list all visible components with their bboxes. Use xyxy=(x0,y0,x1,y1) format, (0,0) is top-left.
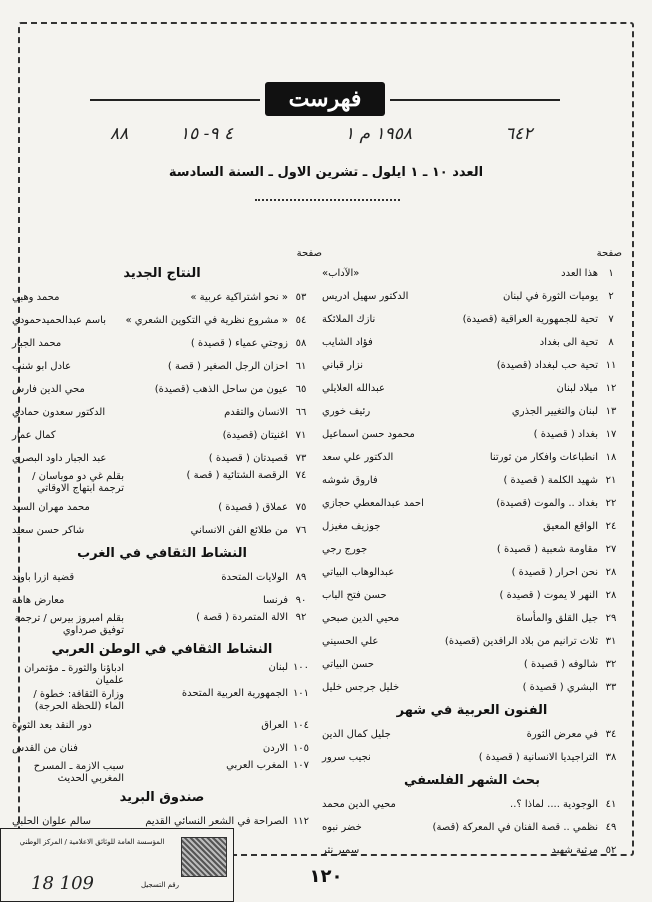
entry-author: فؤاد الشايب xyxy=(322,337,373,348)
entry-page: ٢٧ xyxy=(605,544,617,555)
entry-page: ٧ xyxy=(608,314,614,325)
entry-author: خليل جرجس خليل xyxy=(322,682,400,693)
toc-entry[interactable] xyxy=(322,816,622,839)
entry-page: ١٠٥ xyxy=(292,743,310,754)
toc-entry[interactable] xyxy=(322,607,622,630)
toc-entry[interactable] xyxy=(322,630,622,653)
entry-author: نزار قباني xyxy=(322,360,364,371)
title-rule-right xyxy=(390,99,560,101)
section-heading: صندوق البريد xyxy=(119,790,205,805)
entry-title: ثلاث ترانيم من بلاد الرافدين (قصيدة) xyxy=(444,636,598,647)
entry-author: سبب الازمة ـ المسرح المغربي الحديث xyxy=(33,761,124,784)
entry-page: ٦١ xyxy=(295,361,307,372)
entry-page: ١٢ xyxy=(605,383,617,394)
entry-author: علي الحسيني xyxy=(322,636,379,647)
entry-author: خضر نبوه xyxy=(322,822,362,833)
entry-title: الوجودية .... لماذا ؟.. xyxy=(510,799,598,810)
entry-page: ٢٨ xyxy=(605,590,617,601)
entry-author: نجيب سرور xyxy=(322,752,371,763)
entry-page: ١٠٠ xyxy=(292,662,310,673)
entry-title: النهر لا يموت ( قصيدة ) xyxy=(499,590,598,601)
entry-title: الواقع المعيق xyxy=(543,521,598,532)
entry-title: بغداد .. والموت (قصيدة) xyxy=(496,498,598,509)
entry-title: لبنان والتغيير الجذري xyxy=(511,406,598,417)
toc-right-column xyxy=(322,262,622,862)
entry-author: كمال عمار xyxy=(12,430,56,441)
entry-author: ادباؤنا والثورة ـ مؤتمران علميان xyxy=(24,663,124,686)
toc-entry[interactable] xyxy=(322,377,622,400)
entry-page: ٧٦ xyxy=(295,525,307,536)
entry-author: جليل كمال الدين xyxy=(322,729,391,740)
toc-entry[interactable] xyxy=(322,676,622,699)
toc-entry[interactable] xyxy=(12,589,312,612)
entry-title: ميلاد لبنان xyxy=(556,383,598,394)
toc-entry[interactable] xyxy=(322,746,622,769)
entry-author: معارض هامة xyxy=(12,595,65,606)
entry-author: فنان من القدس xyxy=(12,743,78,754)
toc-entry[interactable] xyxy=(12,662,312,688)
entry-title: البشري ( قصيدة ) xyxy=(522,682,598,693)
entry-page: ٨ xyxy=(608,337,614,348)
toc-entry[interactable] xyxy=(12,714,312,737)
handwritten-b: ١٩٥٨ م ١ xyxy=(345,124,413,144)
toc-entry[interactable] xyxy=(12,378,312,401)
toc-entry[interactable] xyxy=(322,400,622,423)
entry-title: العراق xyxy=(261,720,288,731)
toc-entry[interactable] xyxy=(12,401,312,424)
entry-page: ٨٩ xyxy=(295,572,307,583)
entry-author: محيي الدين صبحي xyxy=(322,613,400,624)
entry-page: ٧٤ xyxy=(295,470,307,481)
entry-page: ٧٥ xyxy=(295,502,307,513)
entry-author: الدكتور سعدون حمادي xyxy=(12,407,106,418)
entry-page: ٢١ xyxy=(605,475,617,486)
section-heading: النتاج الجديد xyxy=(123,266,201,281)
entry-page: ٧٣ xyxy=(295,453,307,464)
entry-title: الانسان والتقدم xyxy=(224,407,288,418)
right-page-label: صفحة xyxy=(596,248,622,259)
entry-author: محمود حسن اسماعيل xyxy=(322,429,415,440)
entry-page: ٢٩ xyxy=(605,613,617,624)
toc-entry[interactable] xyxy=(322,561,622,584)
toc-entry[interactable] xyxy=(322,354,622,377)
stamp-number: 18 109 xyxy=(31,873,94,894)
entry-title: عيون من ساحل الذهب (قصيدة) xyxy=(154,384,288,395)
entry-page: ٧١ xyxy=(295,430,307,441)
entry-page: ٥٨ xyxy=(295,338,307,349)
entry-page: ٤٩ xyxy=(605,822,617,833)
entry-author: محيي الدين محمد xyxy=(322,799,396,810)
toc-entry[interactable] xyxy=(12,309,312,332)
entry-author: الدكتور علي سعد xyxy=(322,452,394,463)
toc-entry[interactable] xyxy=(322,331,622,354)
issue-divider xyxy=(255,199,400,201)
toc-entry[interactable] xyxy=(322,262,622,285)
toc-entry[interactable] xyxy=(322,839,622,862)
toc-entry[interactable] xyxy=(12,688,312,714)
toc-entry[interactable] xyxy=(12,470,312,496)
entry-title: يوميات الثورة في لبنان xyxy=(503,291,598,302)
handwritten-d: ٨٨ xyxy=(110,124,129,144)
entry-author: بقلم امبروز بيرس / ترجمة توفيق صرداوي xyxy=(14,613,124,636)
toc-entry[interactable] xyxy=(322,793,622,816)
entry-author: جوزيف مغيزل xyxy=(322,521,381,532)
toc-entry[interactable] xyxy=(322,423,622,446)
entry-author: جورج رجي xyxy=(322,544,368,555)
stamp-label: رقم التسجيل xyxy=(141,881,179,889)
toc-entry[interactable] xyxy=(12,612,312,638)
entry-author: دور النقد بعد الثورة xyxy=(12,720,92,731)
toc-entry[interactable] xyxy=(322,653,622,676)
entry-title: شهيد الكلمة ( قصيدة ) xyxy=(503,475,598,486)
entry-title: جيل القلق والمأساة xyxy=(516,613,598,624)
entry-author: نازك الملائكة xyxy=(322,314,376,325)
entry-page: ١٠٧ xyxy=(292,760,310,771)
entry-author: شاكر حسن سعيد xyxy=(12,525,85,536)
entry-title: نحن احرار ( قصيدة ) xyxy=(511,567,598,578)
entry-title: التراجيديا الانسانية ( قصيدة ) xyxy=(478,752,598,763)
entry-author: عبدالله العلايلي xyxy=(322,383,385,394)
entry-title: مرثية شهيد xyxy=(551,845,598,856)
entry-title: الرقصة الشتائية ( قصة ) xyxy=(186,470,288,481)
issue-line: العدد ١٠ ـ ١ ايلول ـ تشرين الاول ـ السنة السادسة xyxy=(168,165,484,180)
entry-author: «الآداب» xyxy=(322,268,360,279)
title-banner xyxy=(90,82,560,118)
entry-title: مقاومة شعبية ( قصيدة ) xyxy=(496,544,598,555)
entry-author: وزارة الثقافة: خطوة / الماء (للحظة الحرجة) xyxy=(33,689,124,712)
entry-page: ٩٢ xyxy=(295,612,307,623)
entry-author: سمير نثر xyxy=(322,845,360,856)
toc-entry[interactable] xyxy=(12,332,312,355)
entry-page: ٢٢ xyxy=(605,498,617,509)
entry-author: الدكتور سهيل ادريس xyxy=(322,291,409,302)
entry-page: ٣٤ xyxy=(605,729,617,740)
entry-title: المغرب العربي xyxy=(226,760,288,771)
entry-title: انطباعات وافكار من ثورتنا xyxy=(489,452,598,463)
entry-title: تحية الى بغداد xyxy=(539,337,598,348)
left-page-label: صفحة xyxy=(296,248,322,259)
entry-page: ٩٠ xyxy=(295,595,307,606)
entry-author: حسن البياتي xyxy=(322,659,374,670)
entry-author: محي الدين فارس xyxy=(12,384,85,395)
entry-title: « مشروع نظرية في التكوين الشعري » xyxy=(125,315,288,326)
entry-title: احزان الرجل الصغير ( قصة ) xyxy=(167,361,288,372)
entry-page: ٣٢ xyxy=(605,659,617,670)
entry-title: هذا العدد xyxy=(561,268,598,279)
entry-author: محمد وهبي xyxy=(12,292,60,303)
toc-entry[interactable] xyxy=(322,584,622,607)
entry-title: من طلائع الفن الانساني xyxy=(190,525,288,536)
toc-entry[interactable] xyxy=(12,519,312,542)
section-heading: بحث الشهر الفلسفي xyxy=(403,773,541,788)
entry-page: ١١٢ xyxy=(292,816,310,827)
entry-author: عبد الجبار داود البصري xyxy=(12,453,107,464)
entry-page: ٦٦ xyxy=(295,407,307,418)
entry-author: عادل ابو شنب xyxy=(12,361,72,372)
section-heading: النشاط الثقافي في الوطن العربي xyxy=(51,642,273,657)
entry-author: سالم علوان الحلبي xyxy=(12,816,91,827)
entry-title: لبنان xyxy=(268,662,288,673)
entry-author: فاروق شوشه xyxy=(322,475,378,486)
entry-page: ٣٨ xyxy=(605,752,617,763)
entry-title: نظمي .. قصة الفنان في المعركة (قصة) xyxy=(432,822,598,833)
toc-entry[interactable] xyxy=(322,723,622,746)
entry-page: ٣١ xyxy=(605,636,617,647)
entry-page: ٥٢ xyxy=(605,845,617,856)
entry-author: حسن فتح الباب xyxy=(322,590,387,601)
entry-author: رئيف خوري xyxy=(322,406,371,417)
entry-title: زوجتي عمياء ( قصيدة ) xyxy=(190,338,288,349)
section-heading: الفنون العربية في شهر xyxy=(396,703,548,718)
entry-page: ٥٤ xyxy=(295,315,307,326)
title-rule-left xyxy=(90,99,260,101)
entry-title: الجمهورية العربية المتحدة xyxy=(181,688,288,699)
toc-entry[interactable] xyxy=(12,447,312,470)
entry-title: في معرض الثورة xyxy=(526,729,598,740)
entry-title: بغداد ( قصيدة ) xyxy=(533,429,598,440)
entry-title: عملاق ( قصيدة ) xyxy=(218,502,288,513)
entry-page: ١٨ xyxy=(605,452,617,463)
handwritten-c: ٤ ٩- ١٥ xyxy=(180,124,234,144)
entry-page: ٢٤ xyxy=(605,521,617,532)
entry-author: محمد الجبار xyxy=(12,338,62,349)
toc-entry[interactable] xyxy=(322,469,622,492)
entry-page: ٣٣ xyxy=(605,682,617,693)
entry-author: محمد مهران السيد xyxy=(12,502,90,513)
entry-title: تحية للجمهورية العراقية (قصيدة) xyxy=(462,314,598,325)
toc-entry[interactable] xyxy=(12,424,312,447)
toc-entry[interactable] xyxy=(12,496,312,519)
entry-title: الاردن xyxy=(262,743,288,754)
entry-title: شالوفه ( قصيدة ) xyxy=(523,659,598,670)
stamp-text: المؤسسة العامة للوثائق الاعلامية / المركز الوطني xyxy=(19,838,165,846)
entry-author: احمد عبدالمعطي حجازي xyxy=(322,498,424,509)
entry-title: الولايات المتحدة xyxy=(221,572,288,583)
entry-page: ٢٨ xyxy=(605,567,617,578)
entry-title: « نحو اشتراكية عربية » xyxy=(190,292,288,303)
entry-page: ٢ xyxy=(608,291,614,302)
entry-page: ١٠٤ xyxy=(292,720,310,731)
page-number: ١٢٠ xyxy=(309,866,343,887)
toc-entry[interactable] xyxy=(12,737,312,760)
toc-entry[interactable] xyxy=(322,308,622,331)
entry-page: ١١ xyxy=(605,360,617,371)
entry-page: ١ xyxy=(608,268,614,279)
stamp-emblem xyxy=(181,837,227,877)
entry-page: ١٠١ xyxy=(292,688,310,699)
entry-page: ٤١ xyxy=(605,799,617,810)
page-title: فهرست xyxy=(265,82,385,116)
entry-page: ١٧ xyxy=(605,429,617,440)
toc-entry[interactable] xyxy=(12,760,312,786)
toc-entry[interactable] xyxy=(12,566,312,589)
toc-entry[interactable] xyxy=(12,355,312,378)
toc-entry[interactable] xyxy=(322,538,622,561)
toc-entry[interactable] xyxy=(322,492,622,515)
entry-title: فرنسا xyxy=(262,595,288,606)
toc-entry[interactable] xyxy=(322,285,622,308)
entry-author: قضية ازرا باوند xyxy=(12,572,75,583)
entry-title: الالة المتمردة ( قصة ) xyxy=(196,612,288,623)
entry-title: قصيدتان ( قصيدة ) xyxy=(208,453,288,464)
toc-entry[interactable] xyxy=(12,286,312,309)
toc-left-column xyxy=(12,262,312,833)
entry-title: اغنيتان (قصيدة) xyxy=(222,430,288,441)
entry-page: ٦٥ xyxy=(295,384,307,395)
archive-stamp xyxy=(0,828,234,902)
handwritten-a: ٦٤٢ xyxy=(505,124,533,144)
entry-title: تحية حب لبغداد (قصيدة) xyxy=(496,360,598,371)
toc-entry[interactable] xyxy=(322,446,622,469)
section-heading: النشاط الثقافي في الغرب xyxy=(77,546,247,561)
toc-entry[interactable] xyxy=(322,515,622,538)
entry-page: ٥٣ xyxy=(295,292,307,303)
entry-author: بقلم غي دو موباسان / ترجمة ابتهاج الاوقاتي xyxy=(32,471,124,494)
entry-title: الصراحة في الشعر النسائي القديم xyxy=(145,816,288,827)
entry-page: ١٣ xyxy=(605,406,617,417)
entry-author: عبدالوهاب البياتي xyxy=(322,567,395,578)
entry-author: باسم عبدالحميدحمودي xyxy=(12,315,107,326)
